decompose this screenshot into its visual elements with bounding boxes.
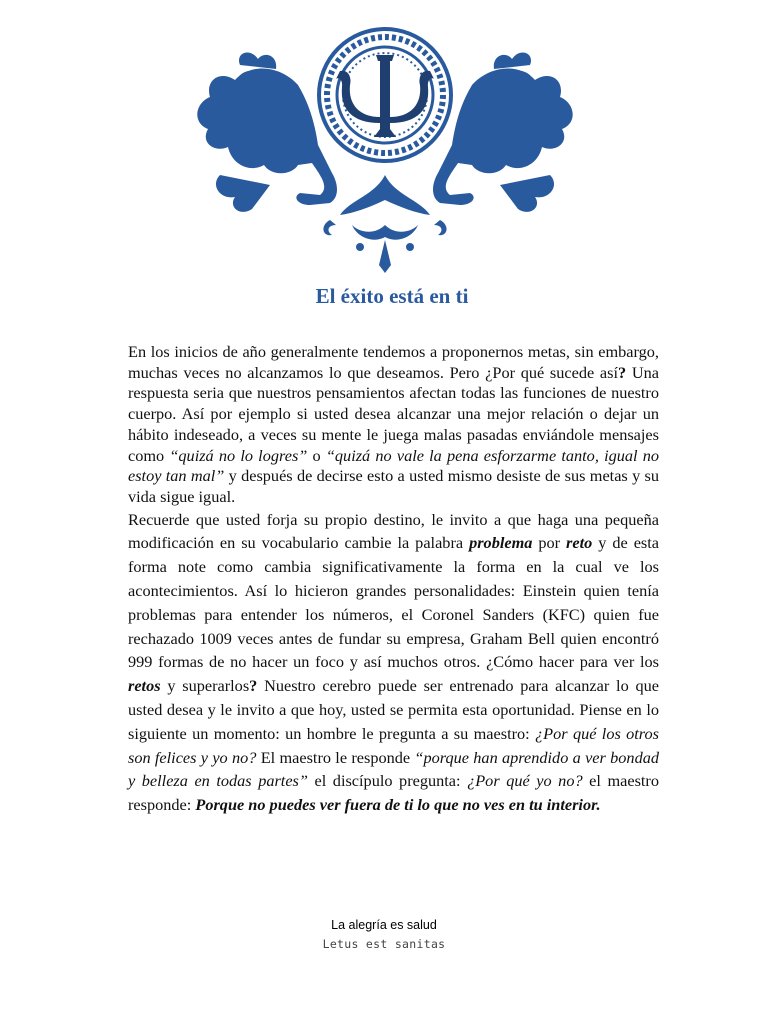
body-text xyxy=(128,342,659,817)
footer-subtitle: Letus est sanitas xyxy=(322,937,446,951)
footer-title: La alegría es salud xyxy=(331,918,437,932)
scroll-ornament-icon xyxy=(323,175,446,273)
paragraph-2: Recuerde que usted forja su propio destino, le invito a que haga una pequeña modificación en su vocabulario cambie la palabra problema por reto y de esta forma note como cambia significativamente la forma en la cual ve los acontecimientos. Así lo hicieron grandes personalidades: Einstein quien tenía problemas para entender los números, el Coronel Sanders (KFC) quien fue rechazado 1009 veces antes de fundar su empresa, Graham Bell quien encontró 999 formas de no hacer un foco y así muchos otros. ¿Cómo hacer para ver los retos y superarlos? Nuestro cerebro puede ser entrenado para alcanzar lo que usted desea y le invito a que hoy, usted se permita esta oportunidad. Piense en lo siguiente un momento: un hombre le pregunta a su maestro: ¿Por qué los otros son felices y yo no? El maestro le responde “porque han aprendido a ver bondad y belleza en todas partes” el discípulo pregunta: ¿Por qué yo no? el maestro responde: Porque no puedes ver fuera de ti lo que no ves en tu interior. xyxy=(128,509,660,815)
left-lion-icon xyxy=(197,52,337,211)
paragraph-1: En los inicios de año generalmente tendemos a proponernos metas, sin embargo, muchas veces no alcanzamos lo que deseamos. Pero ¿Por qué sucede así? Una respuesta seria que nuestros pensamientos afectan todas las funciones de nuestro cuerpo. Así por ejemplo si usted desea alcanzar una mejor relación o dejar un hábito indeseado, a veces su mente le juega malas pasadas enviándole mensajes como “quizá no lo logres” o “quizá no vale la pena esforzarme tanto, igual no estoy tan mal” y después de decirse esto a usted mismo desiste de sus metas y su vida sigue igual. xyxy=(128,342,660,506)
psi-crest-emblem xyxy=(180,25,590,275)
right-lion-icon xyxy=(433,52,573,211)
master-answer: Porque no puedes ver fuera de ti lo que no ves en tu interior. xyxy=(195,795,601,815)
page-title: El éxito está en ti xyxy=(315,284,469,308)
